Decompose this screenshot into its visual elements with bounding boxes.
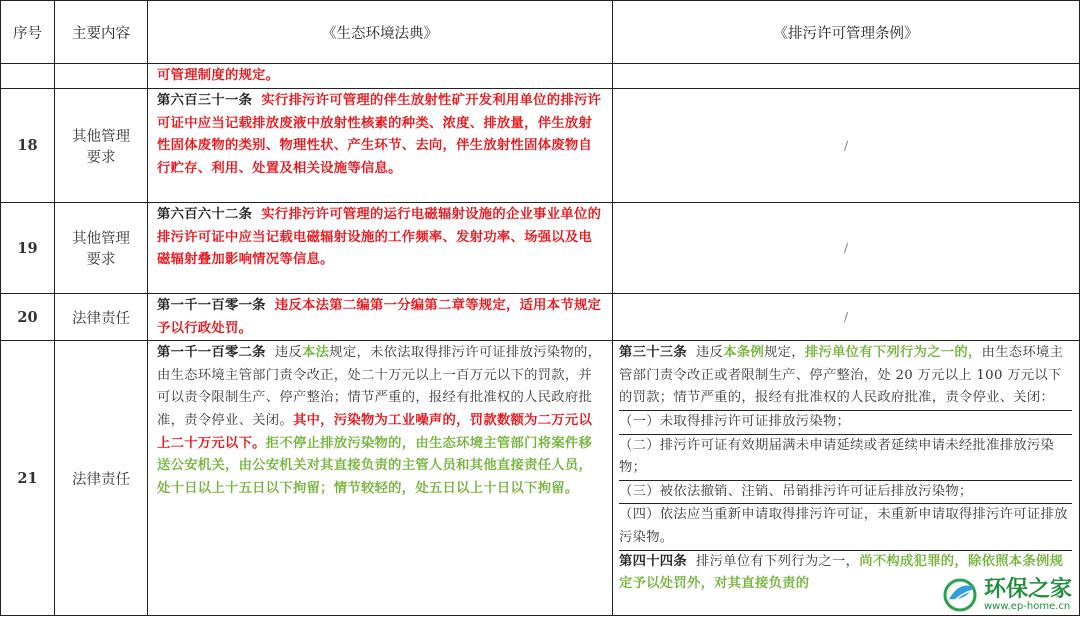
reg-text: 排污单位有下列行为之一， bbox=[696, 553, 860, 569]
row-topic bbox=[55, 203, 148, 294]
regulation-cell bbox=[613, 341, 1080, 616]
article-number: 第三十三条 bbox=[619, 345, 687, 361]
code-highlight: 其中，污染物为工业噪声的，罚款数额为二万元以上二十万元以下。 bbox=[157, 412, 593, 451]
code-text: 违反本法第二编第一分编第二章等规定，适用本节规定予以行政处罚。 bbox=[157, 298, 602, 336]
regulation-cell: / bbox=[613, 89, 1080, 203]
row-no bbox=[1, 64, 55, 89]
row-topic: 法律责任 bbox=[55, 341, 148, 616]
header-no: 序号 bbox=[1, 1, 55, 64]
row-no: 19 bbox=[1, 203, 55, 294]
code-cell bbox=[148, 203, 613, 294]
watermark-url: www.ep-home.cn bbox=[983, 600, 1071, 612]
code-text: 实行排污许可管理的运行电磁辐射设施的企业事业单位的排污许可证中应当记载电磁辐射设施的工作频率、发射功率、场强以及电磁辐射叠加影响情况等信息。 bbox=[157, 207, 602, 268]
reg-highlight: 排污单位有下列行为之一的， bbox=[804, 345, 982, 361]
regulation-cell: / bbox=[613, 294, 1080, 341]
row-no: 18 bbox=[1, 89, 55, 203]
regulation-item: （一）未取得排污许可证排放污染物； bbox=[619, 411, 1072, 435]
row-topic: 法律责任 bbox=[55, 294, 148, 341]
article-number: 第一千一百零二条 bbox=[157, 345, 266, 361]
table-row bbox=[1, 203, 1080, 294]
regulation-paragraph bbox=[619, 342, 1072, 411]
table-row bbox=[1, 341, 1080, 616]
row-topic bbox=[55, 64, 148, 89]
row-topic bbox=[55, 89, 148, 203]
code-text: 规定，未依法取得排污许可证排放污染物的，由生态环境主管部门责令改正，处二十万元以上一百万元以下的罚款，并可以责令限制生产、停产整治；情节严重的，报经有批准权的人民政府批准，责令停业、关闭。 bbox=[157, 345, 602, 428]
header-topic: 主要内容 bbox=[55, 1, 148, 64]
topic-line: 其他管理 bbox=[72, 128, 130, 145]
topic-line: 要求 bbox=[86, 149, 116, 166]
article-number: 第一千一百零一条 bbox=[157, 298, 266, 313]
reg-highlight: 尚不构成犯罪的， bbox=[859, 553, 968, 569]
code-cell bbox=[148, 294, 613, 341]
article-number: 第四十四条 bbox=[619, 553, 687, 569]
row-no: 21 bbox=[1, 341, 55, 616]
table-row bbox=[1, 64, 1080, 89]
code-text: 违反 bbox=[274, 345, 303, 361]
regulation-cell: / bbox=[613, 203, 1080, 294]
topic-line: 要求 bbox=[86, 252, 116, 268]
code-text: 实行排污许可管理的伴生放射性矿开发利用单位的排污许可证中应当记载排放废液中放射性核素的种类、浓度、排放量，伴生放射性固体废物的类别、物理性状、产生环节、去向，伴生放射性固体废物自行贮存、利用、处置及相关设施等信息。 bbox=[157, 93, 602, 176]
watermark bbox=[940, 577, 1072, 613]
regulation-cell bbox=[613, 64, 1080, 89]
reg-text: 违反 bbox=[696, 345, 724, 361]
reg-text: 规定， bbox=[764, 345, 805, 361]
eco-leaf-logo-icon bbox=[940, 577, 980, 613]
reg-text: 由生态环境主管部门责令改正或者限制生产、停产整治，处 20 万元以上 100 万元以下的罚款；情节严重的，报经有批准权的人民政府批准，责令停业、关闭： bbox=[619, 345, 1064, 406]
article-number: 第六百六十二条 bbox=[157, 207, 253, 222]
regulation-item: （二）排污许可证有效期届满未申请延续或者延续申请未经批准排放污染物； bbox=[619, 435, 1072, 481]
reg-highlight: 本条例 bbox=[723, 345, 765, 361]
code-text: 可管理制度的规定。 bbox=[157, 68, 280, 83]
code-highlight: 本法 bbox=[302, 345, 330, 361]
header-code: 《生态环境法典》 bbox=[148, 1, 613, 64]
code-cell bbox=[148, 64, 613, 89]
code-cell bbox=[148, 89, 613, 203]
code-cell bbox=[148, 341, 613, 616]
table-row bbox=[1, 89, 1080, 203]
article-number: 第六百三十一条 bbox=[157, 93, 253, 108]
header-regulation: 《排污许可管理条例》 bbox=[613, 1, 1080, 64]
code-highlight: 拒不停止排放污染物的，由生态环境主管部门将案件移送公安机关，由公安机关对其直接负责的主管人员和其他直接责任人员，处十日以上十五日以下拘留；情节较轻的，处五日以上十日以下拘留。 bbox=[157, 435, 593, 496]
topic-line: 其他管理 bbox=[72, 231, 130, 247]
header-row bbox=[1, 1, 1080, 64]
row-no: 20 bbox=[1, 294, 55, 341]
reg-highlight: 除依照本条例规定予以处罚外，对其直接负责的 bbox=[619, 553, 1064, 592]
table-row bbox=[1, 294, 1080, 341]
regulation-item: （三）被依法撤销、注销、吊销排污许可证后排放污染物； bbox=[619, 481, 1072, 505]
watermark-brand: 环保之家 bbox=[983, 576, 1072, 602]
regulation-item: （四）依法应当重新申请取得排污许可证，未重新申请取得排污许可证排放污染物。 bbox=[619, 504, 1072, 550]
